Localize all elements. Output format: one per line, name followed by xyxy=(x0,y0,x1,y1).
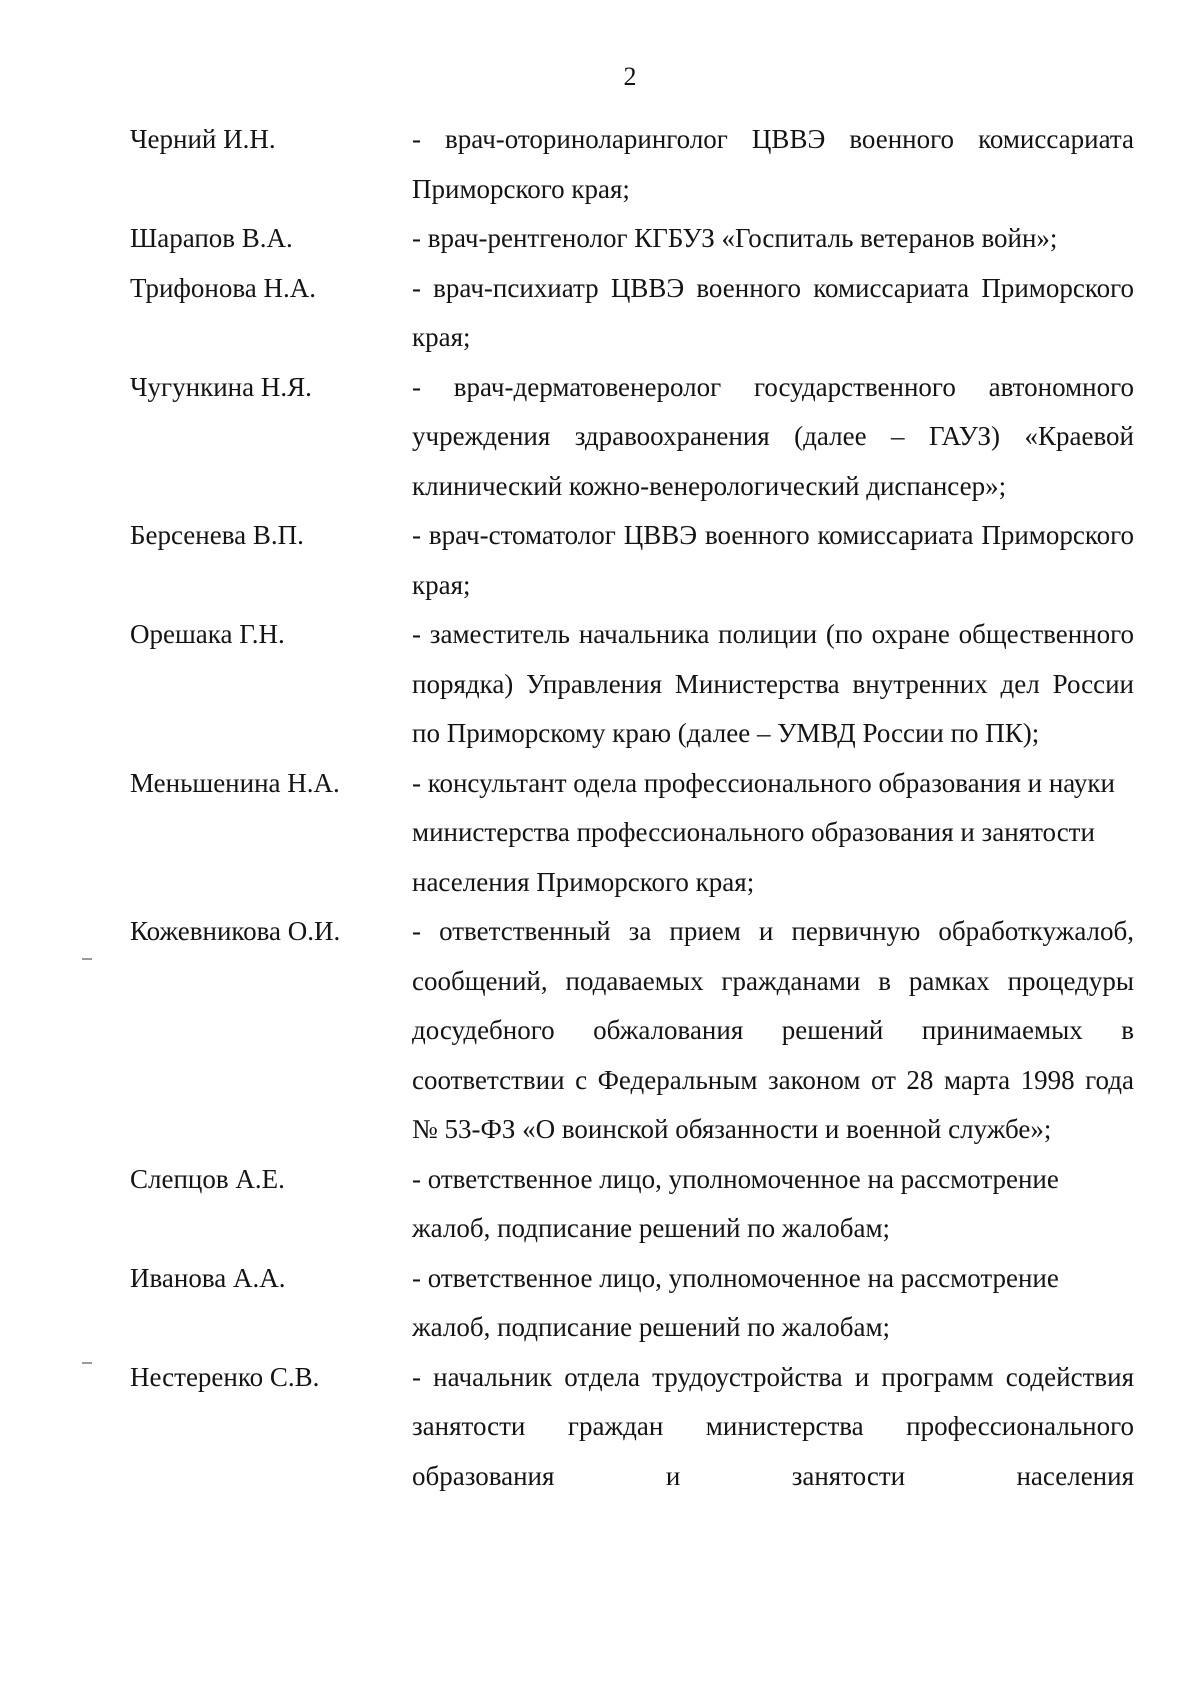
member-position: - врач-рентгенолог КГБУЗ «Госпиталь ветеранов войн»; xyxy=(412,223,1058,253)
list-item xyxy=(130,115,1134,214)
member-name: Слепцов А.Е. xyxy=(130,1163,285,1194)
list-item xyxy=(130,1353,1134,1502)
list-item xyxy=(130,1155,1134,1254)
member-position: - врач-стоматолог ЦВВЭ военного комиссариата Приморского края; xyxy=(412,520,1134,600)
member-name: Трифонова Н.А. xyxy=(130,272,316,303)
member-name: Орешака Г.Н. xyxy=(130,619,285,649)
member-position: - врач-психиатр ЦВВЭ военного комиссариата Приморского края; xyxy=(412,272,1134,352)
scan-mark xyxy=(82,958,92,960)
member-position: - ответственное лицо, уполномоченное на рассмотрение жалоб, подписание решений по жалобам; xyxy=(412,1163,1059,1243)
member-name: Меньшенина Н.А. xyxy=(130,767,340,798)
list-item xyxy=(130,264,1134,363)
member-position: - консультант одела профессионального образования и науки министерства профессионального образования и занятости населения Приморского края; xyxy=(412,767,1115,897)
member-list xyxy=(130,115,1134,1501)
member-name: Шарапов В.А. xyxy=(130,223,293,253)
page-number: 2 xyxy=(623,62,637,91)
list-item xyxy=(130,907,1134,1155)
list-item xyxy=(130,610,1134,759)
member-name: Нестеренко С.В. xyxy=(130,1361,320,1392)
member-position: - врач-оториноларинголог ЦВВЭ военного комиссариата Приморского края; xyxy=(412,124,1134,204)
member-name: Чугункина Н.Я. xyxy=(130,371,312,402)
member-position: - заместитель начальника полиции (по охране общественного порядка) Управления Министерства внутренних дел России по Приморскому краю (далее – УМВД России по ПК); xyxy=(412,619,1134,748)
member-position: - начальник отдела трудоустройства и программ содействия занятости граждан министерства профессионального образования и занятости населения xyxy=(412,1361,1134,1491)
member-position: - врач-дерматовенеролог государственного автономного учреждения здравоохранения (далее – ГАУЗ) «Краевой клинический кожно-венерологический диспансер»; xyxy=(412,371,1134,501)
list-item xyxy=(130,511,1134,610)
member-position: - ответственное лицо, уполномоченное на рассмотрение жалоб, подписание решений по жалобам; xyxy=(412,1262,1059,1342)
member-position: - ответственный за прием и первичную обработкужалоб, сообщений, подаваемых гражданами в рамках процедуры досудебного обжалования решений принимаемых в соответствии с Федеральным законом от 28 марта 1998 года № 53-ФЗ «О воинской обязанности и военной службе»; xyxy=(412,916,1134,1144)
list-item xyxy=(130,214,1134,264)
scan-mark xyxy=(82,1362,92,1364)
member-name: Кожевникова О.И. xyxy=(130,916,341,946)
list-item xyxy=(130,1254,1134,1353)
member-name: Черний И.Н. xyxy=(130,124,276,154)
member-name: Иванова А.А. xyxy=(130,1262,286,1293)
member-name: Берсенева В.П. xyxy=(130,520,304,550)
list-item xyxy=(130,759,1134,908)
list-item xyxy=(130,363,1134,512)
